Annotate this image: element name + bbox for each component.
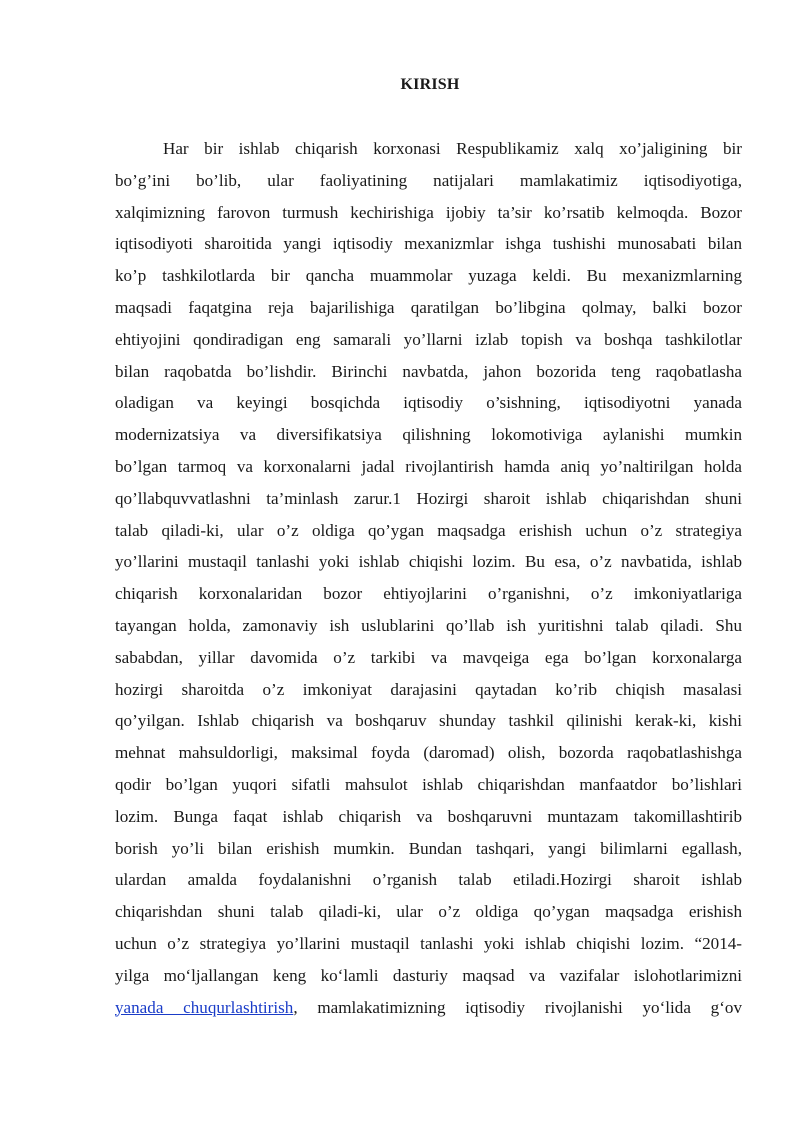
paragraph-line: qo’yilgan. Ishlab chiqarish va boshqaruv shunday tashkil qilinishi kerak-ki, kishi (115, 711, 742, 731)
paragraph-line: lozim. Bunga faqat ishlab chiqarish va boshqaruvni muntazam takomillashtirib (115, 806, 742, 826)
paragraph-line: ulardan amalda foydalanishni o’rganish talab etiladi.Hozirgi sharoit ishlab (115, 870, 742, 890)
paragraph-line: sababdan, yillar davomida o’z tarkibi va mavqeiga ega bo’lgan korxonalarga (115, 647, 742, 667)
paragraph-line: chiqarishdan shuni talab qiladi-ki, ular o’z oldiga qo’ygan maqsadga erishish (115, 902, 742, 922)
paragraph-line: xalqimizning farovon turmush kechirishiga ijobiy ta’sir ko’rsatib kelmoqda. Bozor (115, 202, 742, 222)
paragraph-line: modernizatsiya va diversifikatsiya qilishning lokomotiviga aylanishi mumkin (115, 425, 742, 445)
body-paragraph (115, 133, 742, 1023)
paragraph-line: ko’p tashkilotlarda bir qancha muammolar yuzaga keldi. Bu mexanizmlarning (115, 266, 742, 286)
paragraph-line: Har bir ishlab chiqarish korxonasi Respublikamiz xalq xo’jaligining bir (163, 139, 742, 158)
paragraph-line: yo’llarini mustaqil tanlashi yoki ishlab chiqishi lozim. Bu esa, o’z navbatida, ishlab (115, 552, 742, 572)
paragraph-line: mehnat mahsuldorligi, maksimal foyda (daromad) olish, bozorda raqobatlashishga (115, 743, 742, 763)
paragraph-line: qodir bo’lgan yuqori sifatli mahsulot ishlab chiqarishdan manfaatdor bo’lishlari (115, 774, 742, 794)
paragraph-line: qo’llabquvvatlashni ta’minlash zarur.1 Hozirgi sharoit ishlab chiqarishdan shuni (115, 488, 742, 508)
section-heading: KIRISH (400, 76, 460, 93)
paragraph-line: uchun o’z strategiya yo’llarini mustaqil tanlashi yoki ishlab chiqishi lozim. “2014- (115, 933, 742, 953)
paragraph-line: borish yo’li bilan erishish mumkin. Bundan tashqari, yangi bilimlarni egallash, (115, 838, 742, 858)
paragraph-line: tayangan holda, zamonaviy ish uslublarini qo’llab ish yuritishni talab qiladi. Shu (115, 615, 742, 635)
paragraph-line: bilan raqobatda bo’lishdir. Birinchi navbatda, jahon bozorida teng raqobatlasha (115, 361, 742, 381)
paragraph-line: bo’g’ini bo’lib, ular faoliyatining natijalari mamlakatimiz iqtisodiyotiga, (115, 170, 742, 190)
paragraph-line-with-link (115, 992, 742, 1024)
paragraph-line: hozirgi sharoitda o’z imkoniyat darajasini qaytadan ko’rib chiqish masalasi (115, 679, 742, 699)
paragraph-line: ehtiyojini qondiradigan eng samarali yo’llarni izlab topish va boshqa tashkilotlar (115, 329, 742, 349)
paragraph-line: maqsadi faqatgina reja bajarilishiga qaratilgan bo’libgina qolmay, balki bozor (115, 297, 742, 317)
paragraph-line-text: , mamlakatimizning iqtisodiy rivojlanishi yo‘lida g‘ov (293, 997, 742, 1017)
paragraph-line: yilga mo‘ljallangan keng ko‘lamli dasturiy maqsad va vazifalar islohotlarimizni (115, 965, 742, 985)
paragraph-line: chiqarish korxonalaridan bozor ehtiyojlarini o’rganishni, o’z imkoniyatlariga (115, 584, 742, 604)
hyperlink[interactable]: yanada chuqurlashtirish (115, 997, 294, 1017)
paragraph-line: talab qiladi-ki, ular o’z oldiga qo’ygan maqsadga erishish uchun o’z strategiya (115, 520, 742, 540)
paragraph-line: iqtisodiyoti sharoitida yangi iqtisodiy mexanizmlar ishga tushishi munosabati bilan (115, 234, 742, 254)
paragraph-line: oladigan va keyingi bosqichda iqtisodiy o’sishning, iqtisodiyotni yanada (115, 393, 742, 413)
paragraph-line: bo’lgan tarmoq va korxonalarni jadal rivojlantirish hamda aniq yo’naltirilgan holda (115, 456, 742, 476)
